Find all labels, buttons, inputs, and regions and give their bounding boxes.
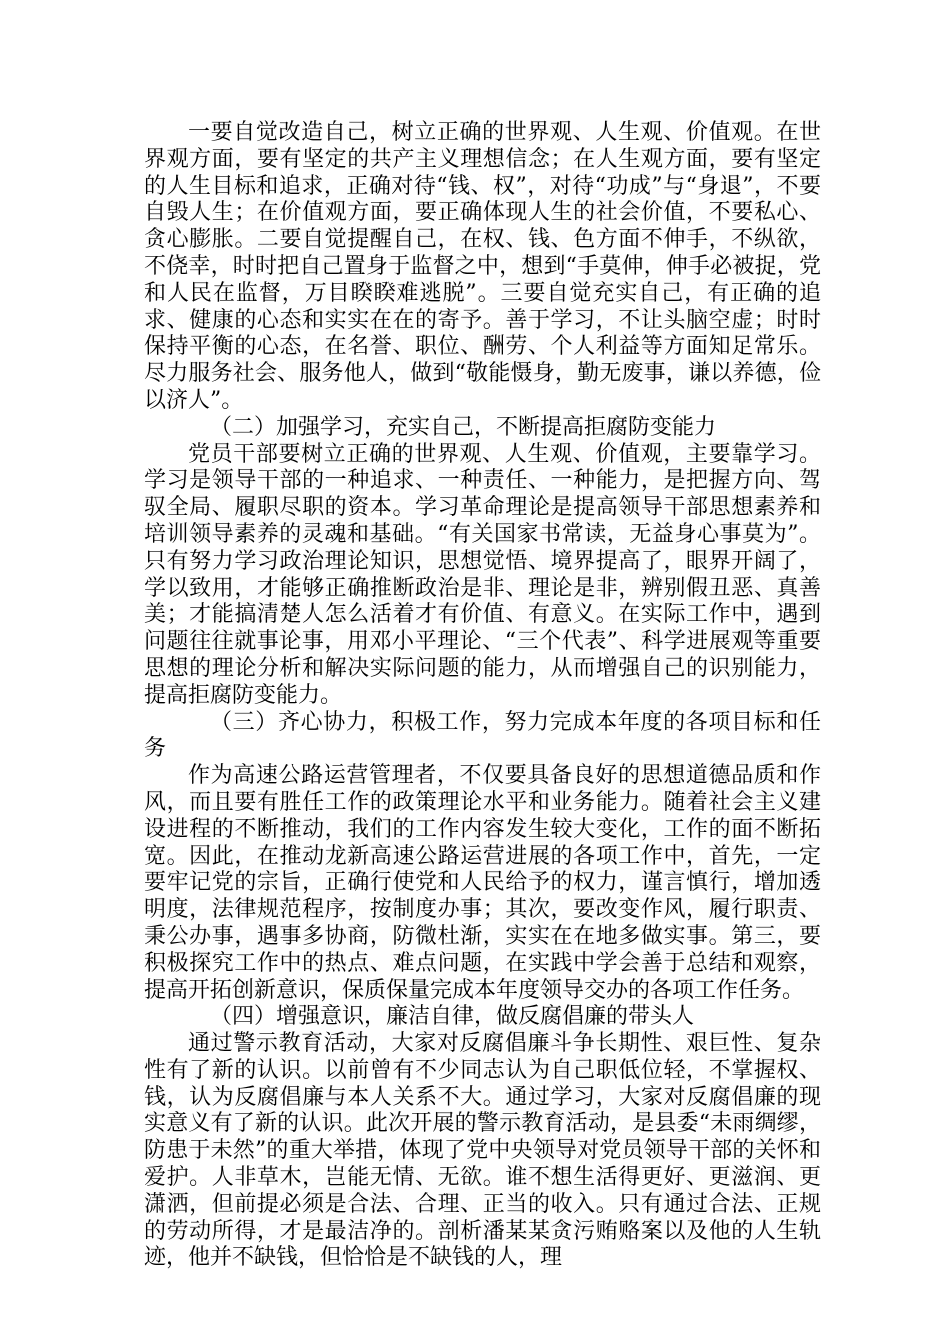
section-heading: （四）增强意识，廉洁自律，做反腐倡廉的带头人	[210, 1004, 695, 1030]
body-paragraph: 通过警示教育活动，大家对反腐倡廉斗争长期性、艰巨性、复杂性有了新的认识。以前曾有不少同志认为自己职低位轻，不掌握权、钱，认为反腐倡廉与本人关系不大。通过学习，大家对反腐倡廉的现实意义有了新的认识。此次开展的警示教育活动，是县委“未雨绸缪，防患于未然”的重大举措，体现了党中央领导对党员领导干部的关怀和爱护。人非草木，岂能无情、无欲。谁不想生活得更好、更滋润、更潇洒，但前提必须是合法、合理、正当的收入。只有通过合法、正规的劳动所得，才是最洁净的。剖析潘某某贪污贿赂案以及他的人生轨迹，他并不缺钱，但恰恰是不缺钱的人，理	[144, 1031, 821, 1271]
section-heading: （三）齐心协力，积极工作，努力完成本年度的各项目标和任务	[144, 709, 821, 762]
body-paragraph: 作为高速公路运营管理者，不仅要具备良好的思想道德品质和作风，而且要有胜任工作的政策理论水平和业务能力。随着社会主义建设进程的不断推动，我们的工作内容发生较大变化，工作的面不断拓宽。因此，在推动龙新高速公路运营进展的各项工作中，首先，一定要牢记党的宗旨，正确行使党和人民给予的权力，谨言慎行，增加透明度，法律规范程序，按制度办事；其次，要改变作风，履行职责、秉公办事，遇事多协商，防微杜渐，实实在在地多做实事。第三，要积极探究工作中的热点、难点问题，在实践中学会善于总结和观察，提高开拓创新意识，保质保量完成本年度领导交办的各项工作任务。	[144, 763, 821, 1003]
body-paragraph: 一要自觉改造自己，树立正确的世界观、人生观、价值观。在世界观方面，要有坚定的共产主义理想信念；在人生观方面，要有坚定的人生目标和追求，正确对待“钱、权”，对待“功成”与“身退”，不要自毁人生；在价值观方面，要正确体现人生的社会价值，不要私心、贪心膨胀。二要自觉提醒自己，在权、钱、色方面不伸手，不纵欲，不侥幸，时时把自己置身于监督之中，想到“手莫伸，伸手必被捉，党和人民在监督，万目睽睽难逃脱”。三要自觉充实自己，有正确的追求、健康的心态和实实在在的寄予。善于学习，不让头脑空虚；时时保持平衡的心态，在名誉、职位、酬劳、个人利益等方面知足常乐。尽力服务社会、服务他人，做到“敬能慑身，勤无废事，谦以养德，俭以济人”。	[144, 120, 821, 413]
section-heading: （二）加强学习，充实自己，不断提高拒腐防变能力	[210, 414, 717, 440]
body-paragraph: 党员干部要树立正确的世界观、人生观、价值观，主要靠学习。学习是领导干部的一种追求、一种责任、一种能力，是把握方向、驾驭全局、履职尽职的资本。学习革命理论是提高领导干部思想素养和培训领导素养的灵魂和基础。“有关国家书常读，无益身心事莫为”。只有努力学习政治理论知识，思想觉悟、境界提高了，眼界开阔了，学以致用，才能够正确推断政治是非、理论是非，辨别假丑恶、真善美；才能搞清楚人怎么活着才有价值、有意义。在实际工作中，遇到问题往往就事论事，用邓小平理论、“三个代表”、科学进展观等重要思想的理论分析和解决实际问题的能力，从而增强自己的识别能力，提高拒腐防变能力。	[144, 441, 821, 708]
document-page	[144, 120, 821, 1272]
